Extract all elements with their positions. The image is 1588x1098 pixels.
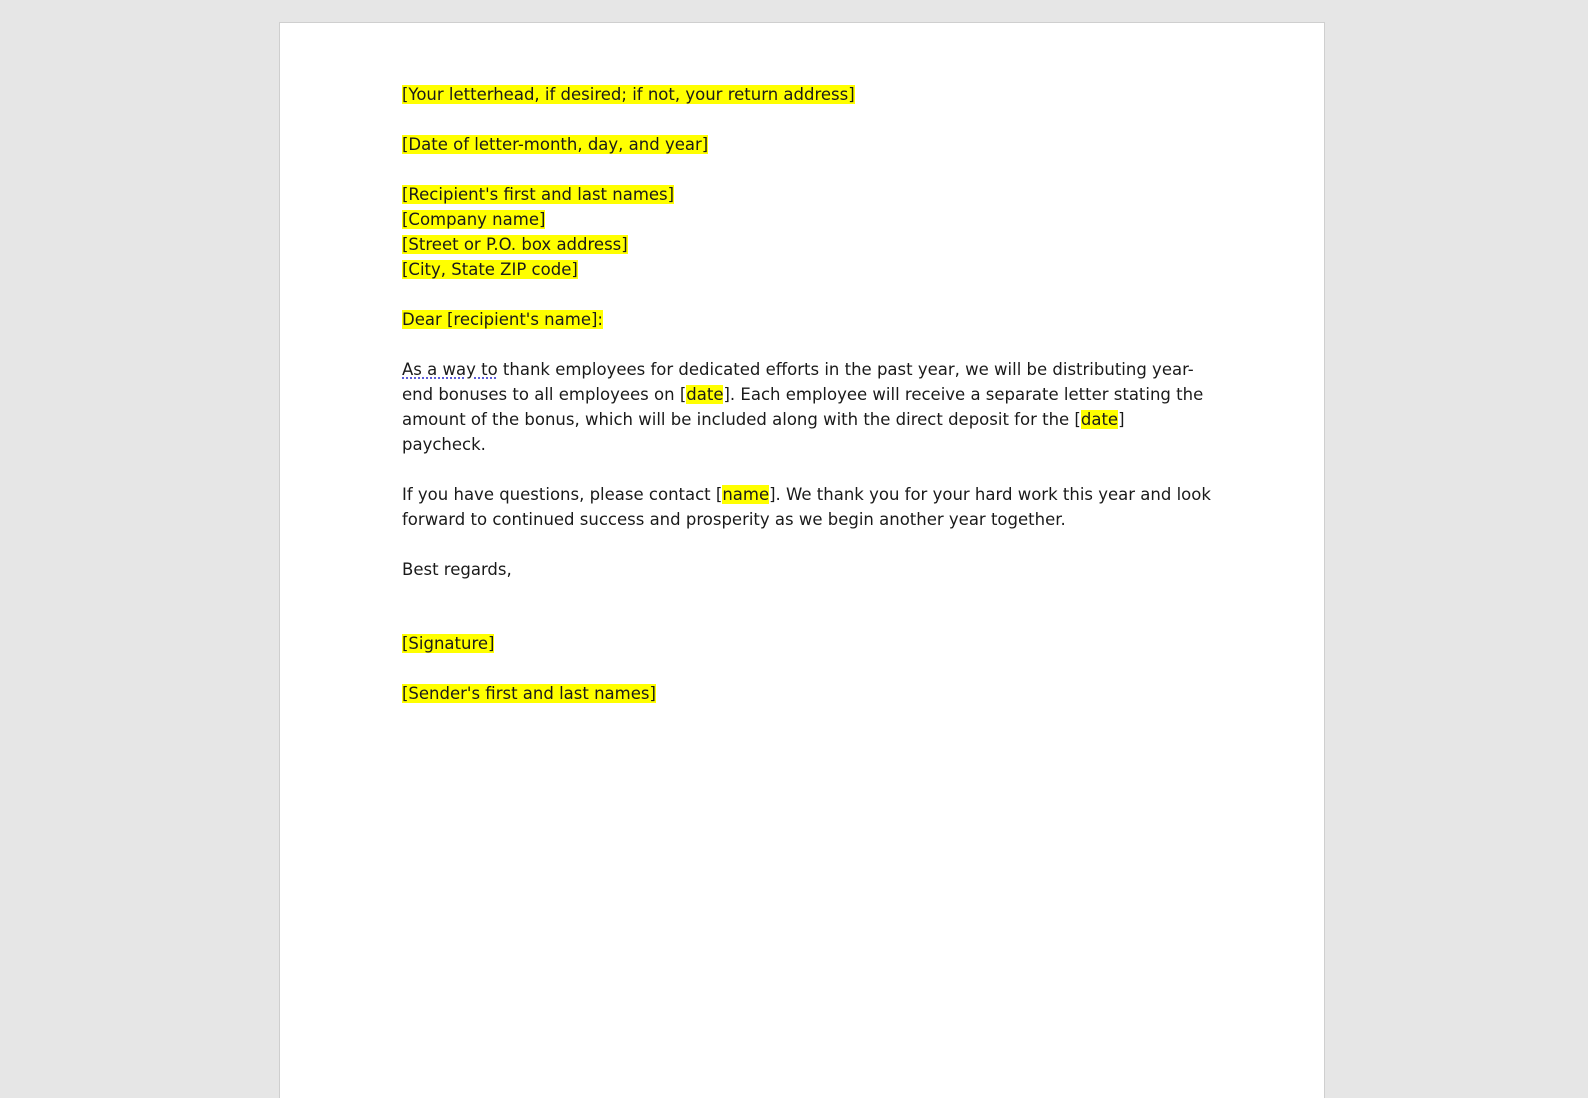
body2-text-part1: If you have questions, please contact [ bbox=[402, 485, 723, 504]
sender-name-placeholder: [Sender's first and last names] bbox=[402, 684, 656, 703]
grammar-suggestion[interactable]: As a way to bbox=[402, 360, 498, 379]
recipient-name-placeholder: [Recipient's first and last names] bbox=[402, 185, 675, 204]
sender-paragraph[interactable] bbox=[402, 681, 1212, 706]
recipient-address-block[interactable] bbox=[402, 182, 1212, 282]
salutation-placeholder: Dear [recipient's name]: bbox=[402, 310, 603, 329]
date-paragraph[interactable] bbox=[402, 132, 1212, 157]
city-state-zip-placeholder: [City, State ZIP code] bbox=[402, 260, 578, 279]
closing-paragraph[interactable] bbox=[402, 557, 1212, 582]
body1-text-part1: thank employees for dedicated efforts in the past year, we will be distributing year-end bonuses to all employees on [ bbox=[402, 360, 1194, 404]
letterhead-placeholder: [Your letterhead, if desired; if not, your return address] bbox=[402, 85, 855, 104]
letterhead-paragraph[interactable] bbox=[402, 82, 1212, 107]
contact-name-field: name bbox=[722, 485, 770, 504]
date-placeholder: [Date of letter-month, day, and year] bbox=[402, 135, 709, 154]
signature-placeholder: [Signature] bbox=[402, 634, 495, 653]
signature-paragraph[interactable] bbox=[402, 631, 1212, 656]
salutation-paragraph[interactable] bbox=[402, 307, 1212, 332]
date-field-2: date bbox=[1080, 410, 1119, 429]
body-paragraph-2[interactable] bbox=[402, 482, 1212, 532]
company-name-placeholder: [Company name] bbox=[402, 210, 546, 229]
closing-text: Best regards, bbox=[402, 560, 512, 579]
body1-text-part2: ]. Each employee will receive a separate letter stating the amount of the bonus, which will be included along with the direct deposit for the [ bbox=[402, 385, 1204, 429]
date-field-1: date bbox=[686, 385, 724, 404]
body2-text-part2: ]. We thank you for your hard work this year and look forward to continued success and prosperity as we begin another year together. bbox=[402, 485, 1211, 529]
street-address-placeholder: [Street or P.O. box address] bbox=[402, 235, 628, 254]
body1-text-part3: ] paycheck. bbox=[402, 410, 1125, 454]
letter-body[interactable] bbox=[402, 82, 1212, 731]
body-paragraph-1[interactable] bbox=[402, 357, 1212, 457]
document-page[interactable] bbox=[279, 22, 1325, 1098]
